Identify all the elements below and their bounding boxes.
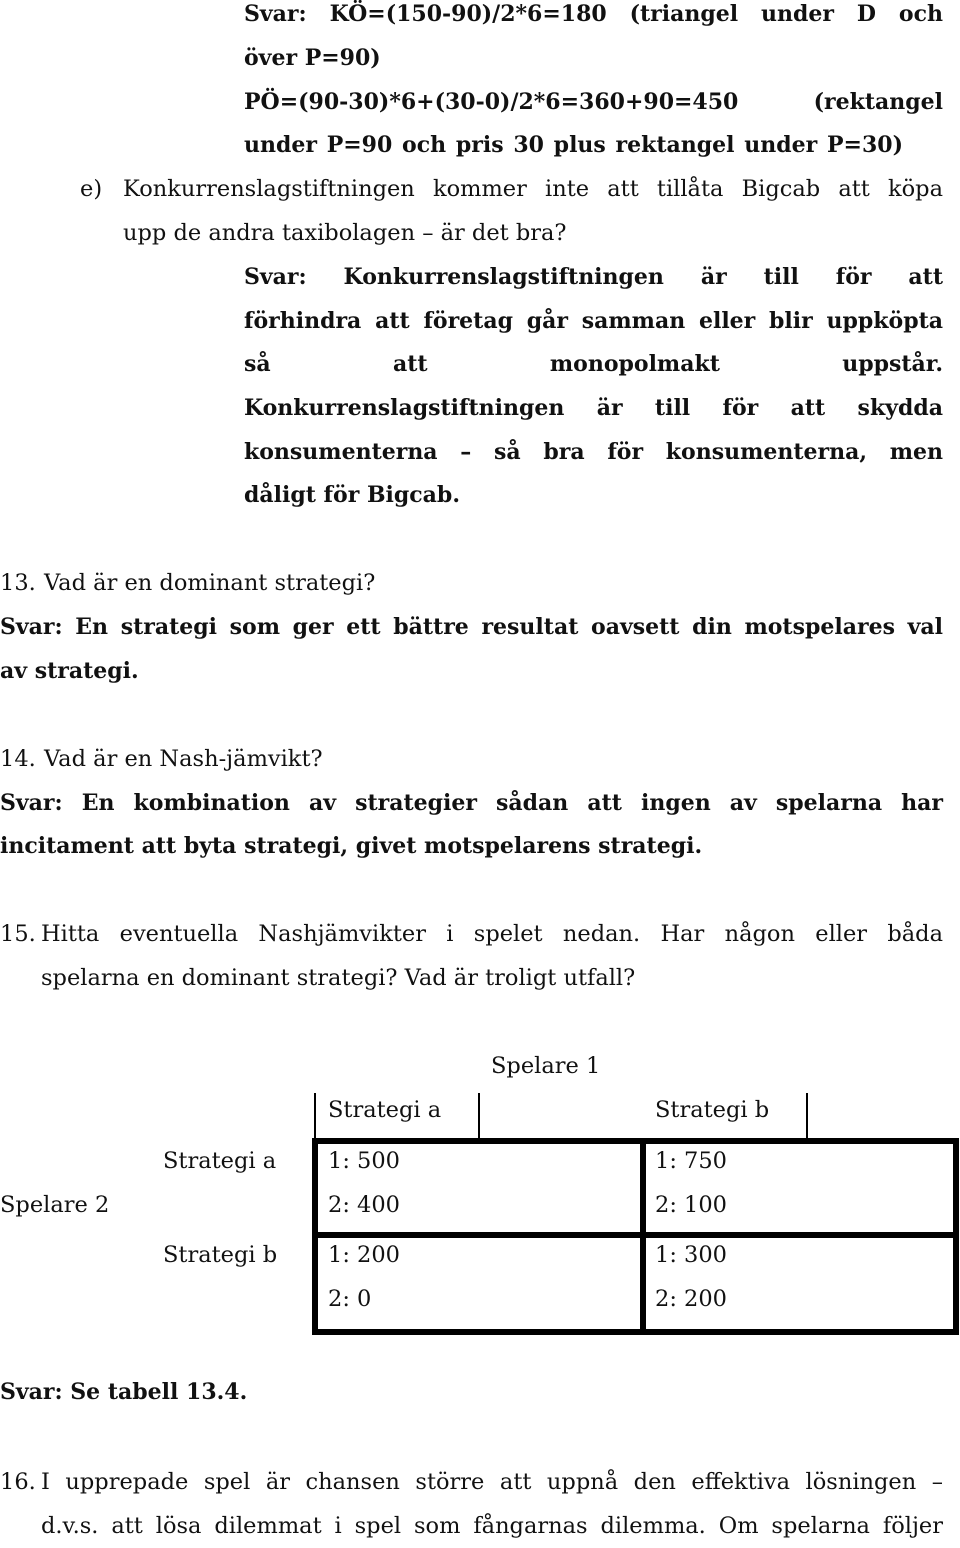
cell-bb-p2: 2: 200 [655, 1286, 727, 1312]
q14-number: 14. [0, 746, 36, 772]
player2-label: Spelare 2 [0, 1192, 110, 1218]
q15-answer: Svar: Se tabell 13.4. [0, 1379, 248, 1405]
col-header-a: Strategi a [328, 1097, 442, 1123]
prev-answer-line-2: över P=90) [244, 45, 381, 71]
q13-number: 13. [0, 570, 36, 596]
q13-answer-line-1: Svar: En strategi som ger ett bättre resultat oavsett din motspelares val [0, 614, 943, 640]
row-header-a: Strategi a [163, 1148, 277, 1174]
cell-aa-p2: 2: 400 [328, 1192, 400, 1218]
q15-number: 15. [0, 921, 36, 947]
q16-text-line-2: d.v.s. att lösa dilemmat i spel som fångarnas dilemma. Om spelarna följer [41, 1513, 943, 1539]
prev-answer-line-4: under P=90 och pris 30 plus rektangel under P=30) [244, 132, 903, 158]
grid-top-border [312, 1138, 959, 1144]
q13-question: Vad är en dominant strategi? [44, 570, 376, 596]
header-mid-border-right [806, 1093, 808, 1139]
col-header-b: Strategi b [655, 1097, 770, 1123]
item-e-answer-line-4: Konkurrenslagstiftningen är till för att skydda [244, 395, 943, 421]
grid-left-border [312, 1138, 318, 1335]
item-e-question-line-2: upp de andra taxibolagen – är det bra? [123, 220, 567, 246]
grid-right-border [953, 1138, 959, 1335]
item-e-question-line-1: Konkurrenslagstiftningen kommer inte att tillåta Bigcab att köpa [123, 176, 943, 202]
cell-ba-p2: 2: 0 [328, 1286, 372, 1312]
cell-ab-p2: 2: 100 [655, 1192, 727, 1218]
q15-question-line-1: Hitta eventuella Nashjämvikter i spelet nedan. Har någon eller båda [41, 921, 943, 947]
grid-bottom-border [312, 1329, 959, 1335]
prev-answer-line-1: Svar: KÖ=(150-90)/2*6=180 (triangel under D och [244, 1, 943, 27]
cell-ab-p1: 1: 750 [655, 1148, 727, 1174]
item-e-answer-line-6: dåligt för Bigcab. [244, 482, 460, 508]
item-e-answer-line-5: konsumenterna – så bra för konsumenterna, men [244, 439, 943, 465]
cell-bb-p1: 1: 300 [655, 1242, 727, 1268]
item-e-marker: e) [80, 176, 103, 202]
grid-center-border [640, 1138, 646, 1335]
cell-aa-p1: 1: 500 [328, 1148, 400, 1174]
q16-number: 16. [0, 1469, 36, 1495]
item-e-answer-line-1: Svar: Konkurrenslagstiftningen är till för att [244, 264, 943, 290]
grid-middle-border [312, 1232, 959, 1238]
q14-question: Vad är en Nash-jämvikt? [44, 746, 323, 772]
q14-answer-line-2: incitament att byta strategi, givet motspelarens strategi. [0, 833, 703, 859]
prev-answer-line-3: PÖ=(90-30)*6+(30-0)/2*6=360+90=450 (rektangel [244, 89, 943, 115]
player1-label: Spelare 1 [491, 1053, 601, 1079]
q13-answer-line-2: av strategi. [0, 658, 139, 684]
header-left-border [314, 1093, 316, 1139]
q15-question-line-2: spelarna en dominant strategi? Vad är troligt utfall? [41, 965, 636, 991]
q16-text-line-1: I upprepade spel är chansen större att uppnå den effektiva lösningen – [41, 1469, 943, 1495]
header-mid-border-left [478, 1093, 480, 1139]
cell-ba-p1: 1: 200 [328, 1242, 400, 1268]
row-header-b: Strategi b [163, 1242, 278, 1268]
q14-answer-line-1: Svar: En kombination av strategier sådan att ingen av spelarna har [0, 790, 943, 816]
item-e-answer-line-2: förhindra att företag går samman eller blir uppköpta [244, 308, 943, 334]
item-e-answer-line-3: så att monopolmakt uppstår. [244, 351, 943, 377]
